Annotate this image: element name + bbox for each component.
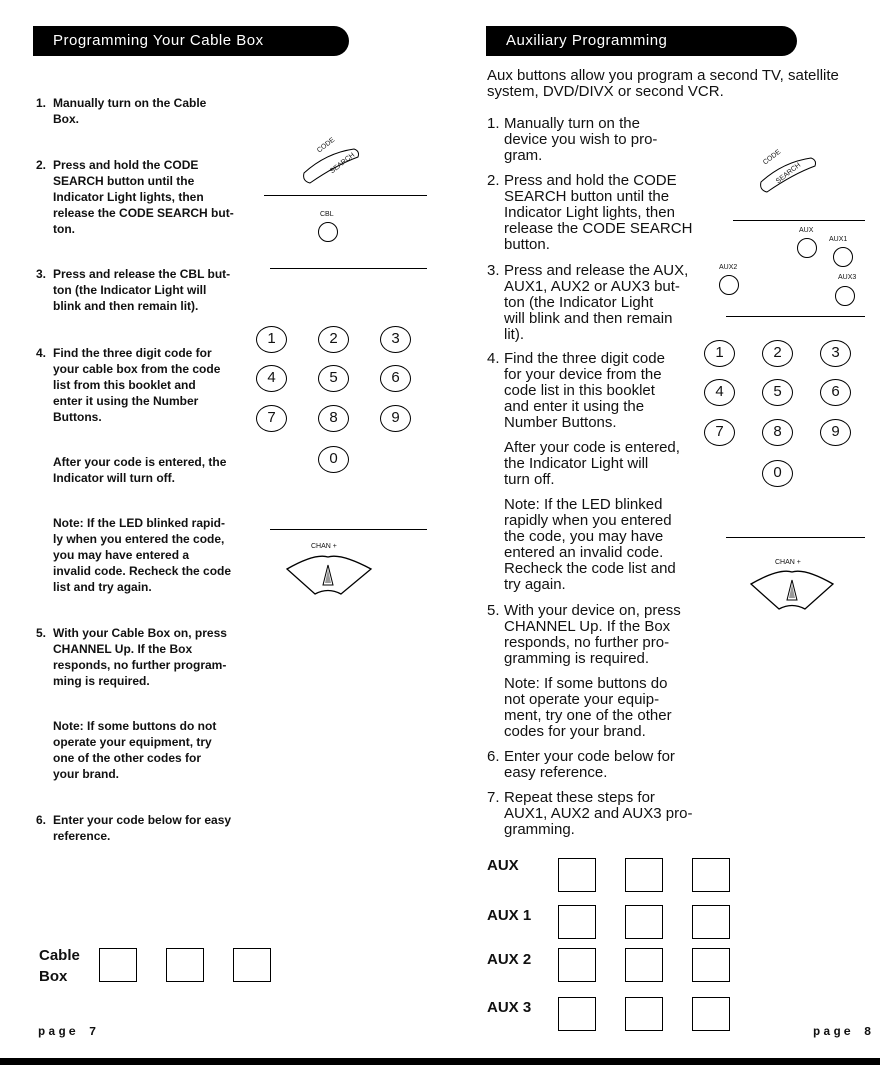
number-key-7[interactable]: 7 — [256, 405, 287, 432]
search-label: SEARCH — [774, 161, 803, 186]
text-line: system, DVD/DIVX or second VCR. — [487, 83, 724, 100]
step-line: release the CODE SEARCH — [504, 220, 693, 237]
step-line: gramming is required. — [504, 650, 650, 667]
text-line: entered an invalid code. — [504, 544, 664, 561]
step-line: Repeat these steps for — [504, 789, 655, 806]
number-key-4[interactable]: 4 — [256, 365, 287, 392]
step-line: blink and then remain lit). — [53, 299, 199, 313]
aux-label: AUX — [799, 227, 814, 234]
step-line: Press and release the AUX, — [504, 262, 689, 279]
number-key-1[interactable]: 1 — [704, 340, 735, 367]
aux1-code-digit-2[interactable] — [625, 905, 663, 939]
step-line: code list in this booklet — [504, 382, 655, 399]
step-line: With your Cable Box on, press — [53, 626, 227, 640]
left-step-1 — [36, 95, 253, 127]
text-line: After your code is entered, the — [53, 455, 227, 469]
number-key-9[interactable]: 9 — [820, 419, 851, 446]
step-number: 4. — [487, 350, 500, 367]
step-line: enter it using the Number — [53, 394, 199, 408]
step-line: release the CODE SEARCH but- — [53, 206, 234, 220]
code-label: CODE — [761, 148, 783, 167]
code-search-button-icon — [296, 141, 366, 189]
step-line: your cable box from the code — [53, 362, 221, 376]
right-step-4 — [487, 350, 709, 431]
channel-up-button[interactable] — [749, 570, 835, 612]
step-line: Number Buttons. — [504, 414, 617, 431]
step-line: gramming. — [504, 821, 575, 838]
step-line: Enter your code below for — [504, 748, 675, 765]
text-line: operate your equipment, try — [53, 735, 212, 749]
text-line: you may have entered a — [53, 548, 190, 562]
page-number: page 7 — [38, 1025, 100, 1039]
text-line: Note: If some buttons do — [504, 675, 668, 692]
bottom-border — [0, 1058, 880, 1065]
step-line: list from this booklet and — [53, 378, 196, 392]
right-step-6 — [487, 748, 709, 781]
step-number: 2. — [487, 172, 500, 189]
step-line: CHANNEL Up. If the Box — [53, 642, 193, 656]
step-line: ton (the Indicator Light will — [53, 283, 207, 297]
step-number: 5. — [36, 626, 47, 640]
aux2-code-digit-2[interactable] — [625, 948, 663, 982]
step-line: easy reference. — [504, 764, 608, 781]
aux-button[interactable] — [797, 238, 817, 258]
text-line: the Indicator Light will — [504, 455, 649, 472]
text-line: Aux buttons allow you program a second TV, satellite — [487, 67, 839, 84]
search-label: SEARCH — [328, 151, 357, 176]
step-line: With your device on, press — [504, 602, 681, 619]
number-key-2[interactable]: 2 — [318, 326, 349, 353]
aux3-row-label: AUX 3 — [487, 999, 532, 1016]
step-number: 4. — [36, 346, 47, 360]
aux1-code-digit-3[interactable] — [692, 905, 730, 939]
step-line: Indicator Light lights, then — [53, 190, 204, 204]
step-line: Find the three digit code — [504, 350, 665, 367]
aux-intro-text — [487, 68, 867, 100]
cable-code-digit-2[interactable] — [166, 948, 204, 982]
number-key-1[interactable]: 1 — [256, 326, 287, 353]
step-line: device you wish to pro- — [504, 131, 658, 148]
number-key-5[interactable]: 5 — [762, 379, 793, 406]
step-line: reference. — [53, 829, 111, 843]
step-number: 2. — [36, 158, 47, 172]
aux2-code-digit-3[interactable] — [692, 948, 730, 982]
step-line: SEARCH button until the — [53, 174, 195, 188]
number-key-5[interactable]: 5 — [318, 365, 349, 392]
code-label: CODE — [315, 136, 337, 155]
aux3-code-digit-1[interactable] — [558, 997, 596, 1031]
aux3-code-digit-3[interactable] — [692, 997, 730, 1031]
right-step-1 — [487, 115, 709, 164]
aux3-code-digit-2[interactable] — [625, 997, 663, 1031]
text-line: rapidly when you entered — [504, 512, 672, 529]
divider-line — [726, 537, 865, 538]
text-line: ment, try one of the other — [504, 707, 672, 724]
text-line: invalid code. Recheck the code — [53, 564, 232, 578]
text-line: list and try again. — [53, 580, 152, 594]
label-line: Cable — [39, 947, 80, 964]
page-number: page 8 — [813, 1025, 875, 1039]
aux1-row-label: AUX 1 — [487, 907, 532, 924]
step-line: gram. — [504, 147, 543, 164]
divider-line — [270, 529, 427, 530]
step-line: ton. — [53, 222, 75, 236]
text-line: not operate your equip- — [504, 691, 660, 708]
aux2-label: AUX2 — [719, 264, 738, 271]
cable-code-digit-3[interactable] — [233, 948, 271, 982]
number-key-9[interactable]: 9 — [380, 405, 411, 432]
step-line: Press and hold the CODE — [504, 172, 677, 189]
step-line: lit). — [504, 326, 524, 343]
text-line: one of the other codes for — [53, 751, 202, 765]
text-line: try again. — [504, 576, 566, 593]
number-key-8[interactable]: 8 — [318, 405, 349, 432]
step-line: responds, no further pro- — [504, 634, 670, 651]
step-line: Box. — [53, 112, 80, 126]
number-key-6[interactable]: 6 — [820, 379, 851, 406]
text-line: ly when you entered the code, — [53, 532, 225, 546]
aux2-code-digit-1[interactable] — [558, 948, 596, 982]
step-line: Manually turn on the Cable — [53, 96, 207, 110]
right-step-2 — [487, 172, 709, 253]
text-line: Note: If the LED blinked rapid- — [53, 516, 226, 530]
text-line: Recheck the code list and — [504, 560, 676, 577]
right-section-banner: Auxiliary Programming — [486, 26, 797, 56]
step-line: Indicator Light lights, then — [504, 204, 675, 221]
cable-box-code-label — [39, 945, 80, 987]
divider-line — [733, 220, 865, 221]
step-number: 1. — [487, 115, 500, 132]
right-step-7 — [487, 789, 709, 838]
label-line: Box — [39, 968, 68, 985]
number-key-6[interactable]: 6 — [380, 365, 411, 392]
left-step-4 — [36, 345, 253, 425]
divider-line — [264, 195, 427, 196]
text-line: Note: If some buttons do not — [53, 719, 217, 733]
step-line: ton (the Indicator Light — [504, 294, 654, 311]
step-line: Buttons. — [53, 410, 102, 424]
right-step-5 — [487, 602, 709, 667]
step-number: 1. — [36, 96, 47, 110]
number-key-3[interactable]: 3 — [820, 340, 851, 367]
cbl-label: CBL — [320, 211, 334, 218]
left-after-code-text — [53, 454, 253, 486]
left-step-3 — [36, 266, 253, 314]
aux1-button[interactable] — [833, 247, 853, 267]
left-led-note — [53, 515, 253, 595]
step-line: Enter your code below for easy — [53, 813, 232, 827]
step-line: Find the three digit code for — [53, 346, 212, 360]
step-number: 3. — [487, 262, 500, 279]
step-line: responds, no further program- — [53, 658, 227, 672]
channel-up-button[interactable] — [285, 555, 373, 597]
left-step-2 — [36, 157, 253, 237]
step-line: will blink and then remain — [504, 310, 673, 327]
text-line: Note: If the LED blinked — [504, 496, 663, 513]
cbl-button[interactable] — [318, 222, 338, 242]
right-step-3 — [487, 262, 709, 343]
aux-code-digit-3[interactable] — [692, 858, 730, 892]
aux3-label: AUX3 — [838, 274, 857, 281]
step-line: AUX1, AUX2 or AUX3 but- — [504, 278, 680, 295]
aux-row-label: AUX — [487, 857, 519, 874]
aux1-code-digit-1[interactable] — [558, 905, 596, 939]
text-line: codes for your brand. — [504, 723, 646, 740]
number-key-0[interactable]: 0 — [318, 446, 349, 473]
step-line: button. — [504, 236, 550, 253]
chan-up-label: CHAN + — [775, 559, 801, 566]
step-number: 6. — [36, 813, 47, 827]
right-after-code-text — [504, 440, 709, 488]
number-key-0[interactable]: 0 — [762, 460, 793, 487]
text-line: After your code is entered, — [504, 439, 680, 456]
step-number: 3. — [36, 267, 47, 281]
step-line: Press and hold the CODE — [53, 158, 199, 172]
step-number: 7. — [487, 789, 500, 806]
step-line: ming is required. — [53, 674, 150, 688]
step-line: AUX1, AUX2 and AUX3 pro- — [504, 805, 693, 822]
aux1-label: AUX1 — [829, 236, 848, 243]
aux3-button[interactable] — [835, 286, 855, 306]
left-buttons-note — [53, 718, 253, 782]
text-line: turn off. — [504, 471, 555, 488]
aux-code-digit-1[interactable] — [558, 858, 596, 892]
chan-up-label: CHAN + — [311, 543, 337, 550]
left-section-banner: Programming Your Cable Box — [33, 26, 349, 56]
right-led-note — [504, 497, 709, 593]
step-line: Press and release the CBL but- — [53, 267, 231, 281]
step-line: SEARCH button until the — [504, 188, 670, 205]
step-line: for your device from the — [504, 366, 662, 383]
number-key-7[interactable]: 7 — [704, 419, 735, 446]
left-step-6 — [36, 812, 253, 844]
text-line: your brand. — [53, 767, 120, 781]
number-key-8[interactable]: 8 — [762, 419, 793, 446]
left-step-5 — [36, 625, 253, 689]
divider-line — [726, 316, 865, 317]
number-key-3[interactable]: 3 — [380, 326, 411, 353]
divider-line — [270, 268, 427, 269]
step-line: Manually turn on the — [504, 115, 640, 132]
step-number: 6. — [487, 748, 500, 765]
aux2-row-label: AUX 2 — [487, 951, 532, 968]
step-line: CHANNEL Up. If the Box — [504, 618, 671, 635]
aux2-button[interactable] — [719, 275, 739, 295]
right-buttons-note — [504, 676, 709, 740]
aux-code-digit-2[interactable] — [625, 858, 663, 892]
number-key-2[interactable]: 2 — [762, 340, 793, 367]
step-number: 5. — [487, 602, 500, 619]
cable-code-digit-1[interactable] — [99, 948, 137, 982]
number-key-4[interactable]: 4 — [704, 379, 735, 406]
text-line: the code, you may have — [504, 528, 664, 545]
step-line: and enter it using the — [504, 398, 645, 415]
text-line: Indicator will turn off. — [53, 471, 175, 485]
